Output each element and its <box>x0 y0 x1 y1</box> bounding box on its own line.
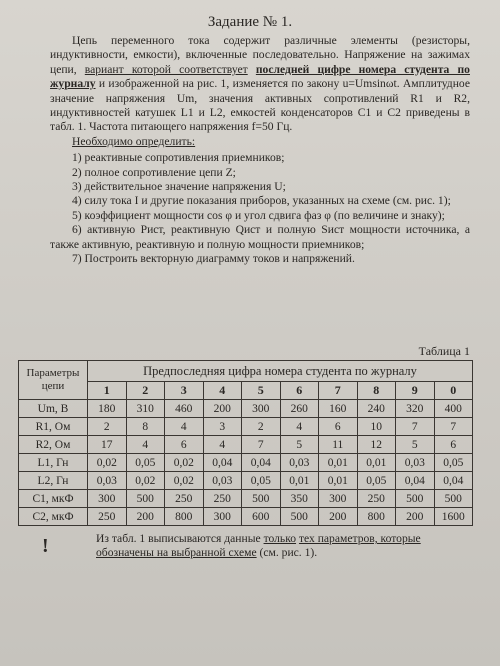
digit-cell: 5 <box>242 382 281 400</box>
table-cell: 8 <box>126 418 165 436</box>
table-cell: 0,03 <box>88 472 127 490</box>
table-cell: 0,03 <box>396 454 435 472</box>
table-cell: 2 <box>88 418 127 436</box>
intro-paragraph <box>50 34 470 135</box>
table-cell: 320 <box>396 400 435 418</box>
row-label: C2, мкФ <box>19 508 88 526</box>
table-cell: 500 <box>126 490 165 508</box>
table-cell: 300 <box>242 400 281 418</box>
row-label: R2, Ом <box>19 436 88 454</box>
table-cell: 800 <box>357 508 396 526</box>
list-item: 4) силу тока I и другие показания приборов, указанных на схеме (см. рис. 1); <box>72 194 451 208</box>
list-item: 5) коэффициент мощности cos φ и угол сдвига фаз φ (по величине и знаку); <box>72 208 445 222</box>
table-row <box>19 490 473 508</box>
table-cell: 0,04 <box>203 454 242 472</box>
table-cell: 0,02 <box>165 454 204 472</box>
table-cell: 4 <box>165 418 204 436</box>
table-cell: 260 <box>280 400 319 418</box>
row-label: C1, мкФ <box>19 490 88 508</box>
table-cell: 6 <box>319 418 358 436</box>
digit-cell: 3 <box>165 382 204 400</box>
table-cell: 0,01 <box>357 454 396 472</box>
table-cell: 300 <box>88 490 127 508</box>
table-cell: 10 <box>357 418 396 436</box>
table-cell: 4 <box>203 436 242 454</box>
table-cell: 300 <box>203 508 242 526</box>
param-header: Параметры цепи <box>19 361 88 400</box>
table-row <box>19 454 473 472</box>
table-cell: 200 <box>319 508 358 526</box>
table-cell: 400 <box>434 400 473 418</box>
table-cell: 800 <box>165 508 204 526</box>
table-cell: 250 <box>88 508 127 526</box>
table-cell: 0,05 <box>242 472 281 490</box>
table-cell: 0,02 <box>126 472 165 490</box>
task-list <box>50 151 470 266</box>
table-cell: 0,04 <box>242 454 281 472</box>
intro-text-1: Цепь переменного тока содержит различные элементы (резисторы, индуктивности, емкости), включенные последовательно. Напряжение на зажимах цепи, <box>50 34 470 76</box>
table-cell: 4 <box>280 418 319 436</box>
table-cell: 6 <box>165 436 204 454</box>
table-cell: 500 <box>396 490 435 508</box>
table-cell: 17 <box>88 436 127 454</box>
digit-row <box>19 382 473 400</box>
digit-cell: 2 <box>126 382 165 400</box>
table-cell: 11 <box>319 436 358 454</box>
row-label: L1, Гн <box>19 454 88 472</box>
table-cell: 350 <box>280 490 319 508</box>
table-cell: 0,03 <box>203 472 242 490</box>
table-cell: 0,01 <box>319 454 358 472</box>
digit-cell: 4 <box>203 382 242 400</box>
table-cell: 200 <box>396 508 435 526</box>
intro-text-2: и изображенной на рис. 1, изменяется по закону u=Umsinωt. Амплитудное значение напряжения Um, значения активных сопротивлений R1 и R2, индуктивностей катушек L1 и L2, емкостей конденсаторов C1 и C2 приведены в табл. 1. Частота питающего напряжения f=50 Гц. <box>50 77 470 134</box>
table-row <box>19 436 473 454</box>
table-row <box>19 472 473 490</box>
exclamation-icon: ! <box>42 535 49 557</box>
table-cell: 0,04 <box>396 472 435 490</box>
digit-cell: 6 <box>280 382 319 400</box>
table-row <box>19 508 473 526</box>
note-underlined-2: тех параметров, которые обозначены на выбранной схеме <box>96 532 421 560</box>
digit-cell: 8 <box>357 382 396 400</box>
table-cell: 5 <box>280 436 319 454</box>
list-item: 2) полное сопротивление цепи Z; <box>72 165 236 179</box>
table-cell: 250 <box>165 490 204 508</box>
table-caption: Таблица 1 <box>418 344 470 358</box>
list-item: 3) действительное значение напряжения U; <box>72 180 286 194</box>
table-cell: 300 <box>319 490 358 508</box>
table-cell: 0,01 <box>319 472 358 490</box>
table-cell: 460 <box>165 400 204 418</box>
table-cell: 250 <box>357 490 396 508</box>
digit-cell: 0 <box>434 382 473 400</box>
table-cell: 0,05 <box>126 454 165 472</box>
table-cell: 12 <box>357 436 396 454</box>
note-text: Из табл. 1 выписываются данные только тех параметров, которые обозначены на выбранной схеме (см. рис. 1). <box>96 532 421 560</box>
table-cell: 200 <box>126 508 165 526</box>
table-cell: 6 <box>434 436 473 454</box>
table-cell: 0,01 <box>280 472 319 490</box>
table-cell: 4 <box>126 436 165 454</box>
digit-cell: 9 <box>396 382 435 400</box>
table-cell: 310 <box>126 400 165 418</box>
table-row <box>19 400 473 418</box>
table-cell: 5 <box>396 436 435 454</box>
table-cell: 0,04 <box>434 472 473 490</box>
note-underlined-1: только <box>263 532 297 545</box>
table-cell: 600 <box>242 508 281 526</box>
table-cell: 7 <box>396 418 435 436</box>
table-cell: 240 <box>357 400 396 418</box>
table-cell: 1600 <box>434 508 473 526</box>
intro-underlined-1: вариант которой соответствует <box>84 62 248 76</box>
table-cell: 180 <box>88 400 127 418</box>
row-label: Um, В <box>19 400 88 418</box>
digit-cell: 1 <box>88 382 127 400</box>
table-cell: 500 <box>242 490 281 508</box>
intro-bold-underlined: последней цифре номера студента по журналу <box>50 62 470 91</box>
digit-cell: 7 <box>319 382 358 400</box>
table-cell: 0,05 <box>434 454 473 472</box>
group-header: Предпоследняя цифра номера студента по журналу <box>88 361 473 382</box>
table-cell: 200 <box>203 400 242 418</box>
table-cell: 500 <box>280 508 319 526</box>
task-text <box>50 34 470 267</box>
table-cell: 0,05 <box>357 472 396 490</box>
table-cell: 7 <box>434 418 473 436</box>
table-cell: 7 <box>242 436 281 454</box>
table-cell: 0,02 <box>88 454 127 472</box>
table-cell: 500 <box>434 490 473 508</box>
table-cell: 0,02 <box>165 472 204 490</box>
page-title: Задание № 1. <box>207 14 293 30</box>
table-cell: 160 <box>319 400 358 418</box>
row-label: L2, Гн <box>19 472 88 490</box>
list-item: 6) активную Pист, реактивную Qист и полную Sист мощности источника, а также активную, реактивную и полную мощности приемников; <box>50 223 470 251</box>
row-label: R1, Ом <box>19 418 88 436</box>
list-item: 7) Построить векторную диаграмму токов и напряжений. <box>72 252 355 266</box>
need-title: Необходимо определить: <box>72 134 196 148</box>
table-cell: 2 <box>242 418 281 436</box>
parameters-table <box>18 360 473 526</box>
table-cell: 3 <box>203 418 242 436</box>
table-cell: 250 <box>203 490 242 508</box>
table-cell: 0,03 <box>280 454 319 472</box>
list-item: 1) реактивные сопротивления приемников; <box>72 151 285 165</box>
table-row <box>19 418 473 436</box>
